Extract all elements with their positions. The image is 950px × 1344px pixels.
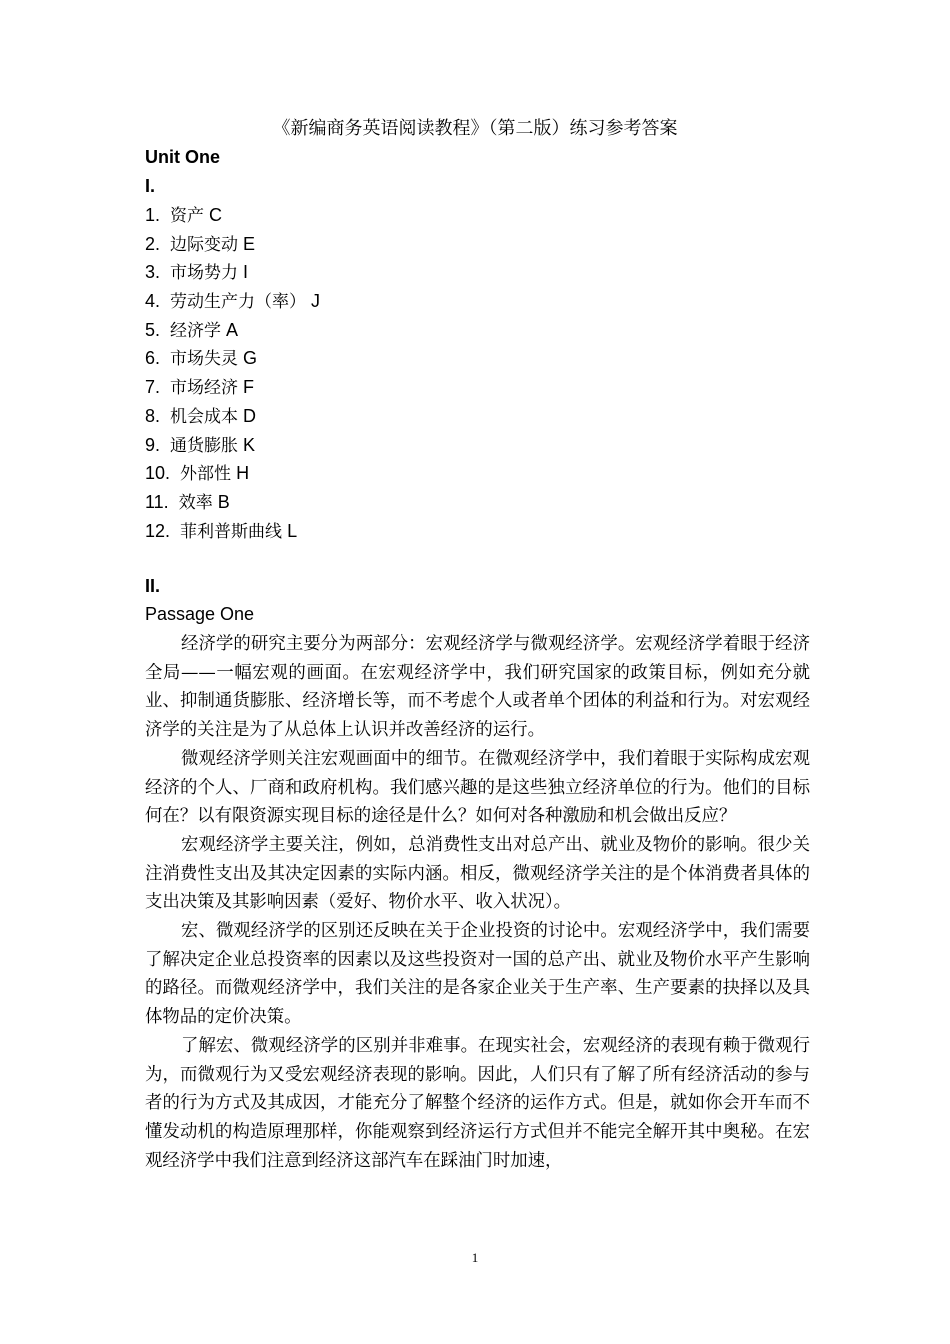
item-answer: B — [217, 491, 230, 512]
item-number: 4. — [145, 291, 161, 312]
item-number: 12. — [145, 520, 171, 541]
item-answer: F — [243, 377, 255, 398]
item-number: 10. — [145, 463, 171, 484]
item-term: 效率 — [178, 492, 213, 513]
answer-item — [145, 259, 320, 288]
section-heading-1: I. — [145, 176, 156, 196]
answer-item — [145, 231, 320, 260]
document-title: 《新编商务英语阅读教程》（第二版）练习参考答案 — [272, 118, 678, 139]
item-answer: I — [243, 262, 249, 283]
passage-paragraph: 宏观经济学主要关注，例如，总消费性支出对总产出、就业及物价的影响。很少关注消费性支出及其决定因素的实际内涵。相反，微观经济学关注的是个体消费者具体的支出决策及其影响因素（爱好、物价水平、收入状况）。 — [145, 834, 810, 913]
item-answer: D — [243, 405, 257, 426]
answer-item — [145, 489, 320, 518]
item-answer: J — [311, 291, 321, 312]
item-term: 边际变动 — [170, 234, 239, 255]
item-answer: L — [287, 520, 298, 541]
answer-item — [145, 403, 320, 432]
item-term: 资产 — [170, 206, 205, 226]
item-term: 菲利普斯曲线 — [180, 521, 283, 542]
item-number: 7. — [145, 377, 161, 398]
answer-item — [145, 374, 320, 403]
section-heading-2: II. — [145, 576, 161, 596]
passage-paragraph: 了解宏、微观经济学的区别并非难事。在现实社会，宏观经济的表现有赖于微观行为，而微观行为又受宏观经济表现的影响。因此，人们只有了解了所有经济活动的参与者的行为方式及其成因，才能充分了解整个经济的运作方式。但是，就如你会开车而不懂发动机的构造原理那样，你能观察到经济运行方式但并不能完全解开其中奥秘。在宏观经济学中我们注意到经济这部汽车在踩油门时加速， — [145, 1035, 810, 1171]
item-term: 劳动生产力（率） — [170, 292, 307, 313]
passage-paragraph: 微观经济学则关注宏观画面中的细节。在微观经济学中，我们着眼于实际构成宏观经济的个人、厂商和政府机构。我们感兴趣的是这些独立经济单位的行为。他们的目标何在？以有限资源实现目标的途径是什么？如何对各种激励和机会做出反应？ — [145, 748, 810, 827]
item-number: 11. — [145, 491, 169, 512]
passage-title: Passage One — [145, 604, 255, 624]
page-number: 1 — [471, 1250, 479, 1265]
item-answer: K — [243, 434, 256, 455]
item-number: 1. — [145, 205, 161, 225]
answer-item — [145, 460, 320, 489]
passage-paragraph: 宏、微观经济学的区别还反映在关于企业投资的讨论中。宏观经济学中，我们需要了解决定企业总投资率的因素以及这些投资对一国的总产出、就业及物价水平产生影响的路径。而微观经济学中，我们关注的是各家企业关于生产率、生产要素的抉择以及具体物品的定价决策。 — [145, 921, 810, 1028]
answer-item — [145, 317, 320, 346]
answer-item — [145, 345, 320, 374]
item-answer: G — [243, 348, 258, 369]
item-term: 外部性 — [180, 464, 232, 485]
item-term: 机会成本 — [170, 406, 239, 427]
passage-body — [145, 630, 810, 1175]
item-number: 9. — [145, 434, 161, 455]
answer-item — [145, 288, 320, 317]
item-number: 5. — [145, 319, 161, 340]
item-answer: H — [236, 463, 250, 484]
item-number: 6. — [145, 348, 161, 369]
answer-item — [145, 432, 320, 461]
item-term: 经济学 — [170, 320, 222, 341]
item-answer: A — [226, 319, 239, 340]
unit-heading: Unit One — [145, 147, 220, 167]
item-term: 市场经济 — [170, 378, 239, 399]
item-number: 2. — [145, 233, 161, 254]
answer-item — [145, 518, 320, 547]
item-answer: E — [243, 233, 256, 254]
item-number: 3. — [145, 262, 161, 283]
item-term: 通货膨胀 — [170, 435, 239, 456]
item-number: 8. — [145, 405, 161, 426]
item-term: 市场失灵 — [170, 349, 239, 370]
answer-list — [145, 202, 320, 546]
item-answer: C — [209, 205, 223, 225]
item-term: 市场势力 — [170, 263, 239, 284]
answer-item — [145, 202, 320, 231]
passage-paragraph: 经济学的研究主要分为两部分：宏观经济学与微观经济学。宏观经济学着眼于经济全局——一幅宏观的画面。在宏观经济学中，我们研究国家的政策目标，例如充分就业、抑制通货膨胀、经济增长等，而不考虑个人或者单个团体的利益和行为。对宏观经济学的关注是为了从总体上认识并改善经济的运行。 — [145, 634, 810, 741]
